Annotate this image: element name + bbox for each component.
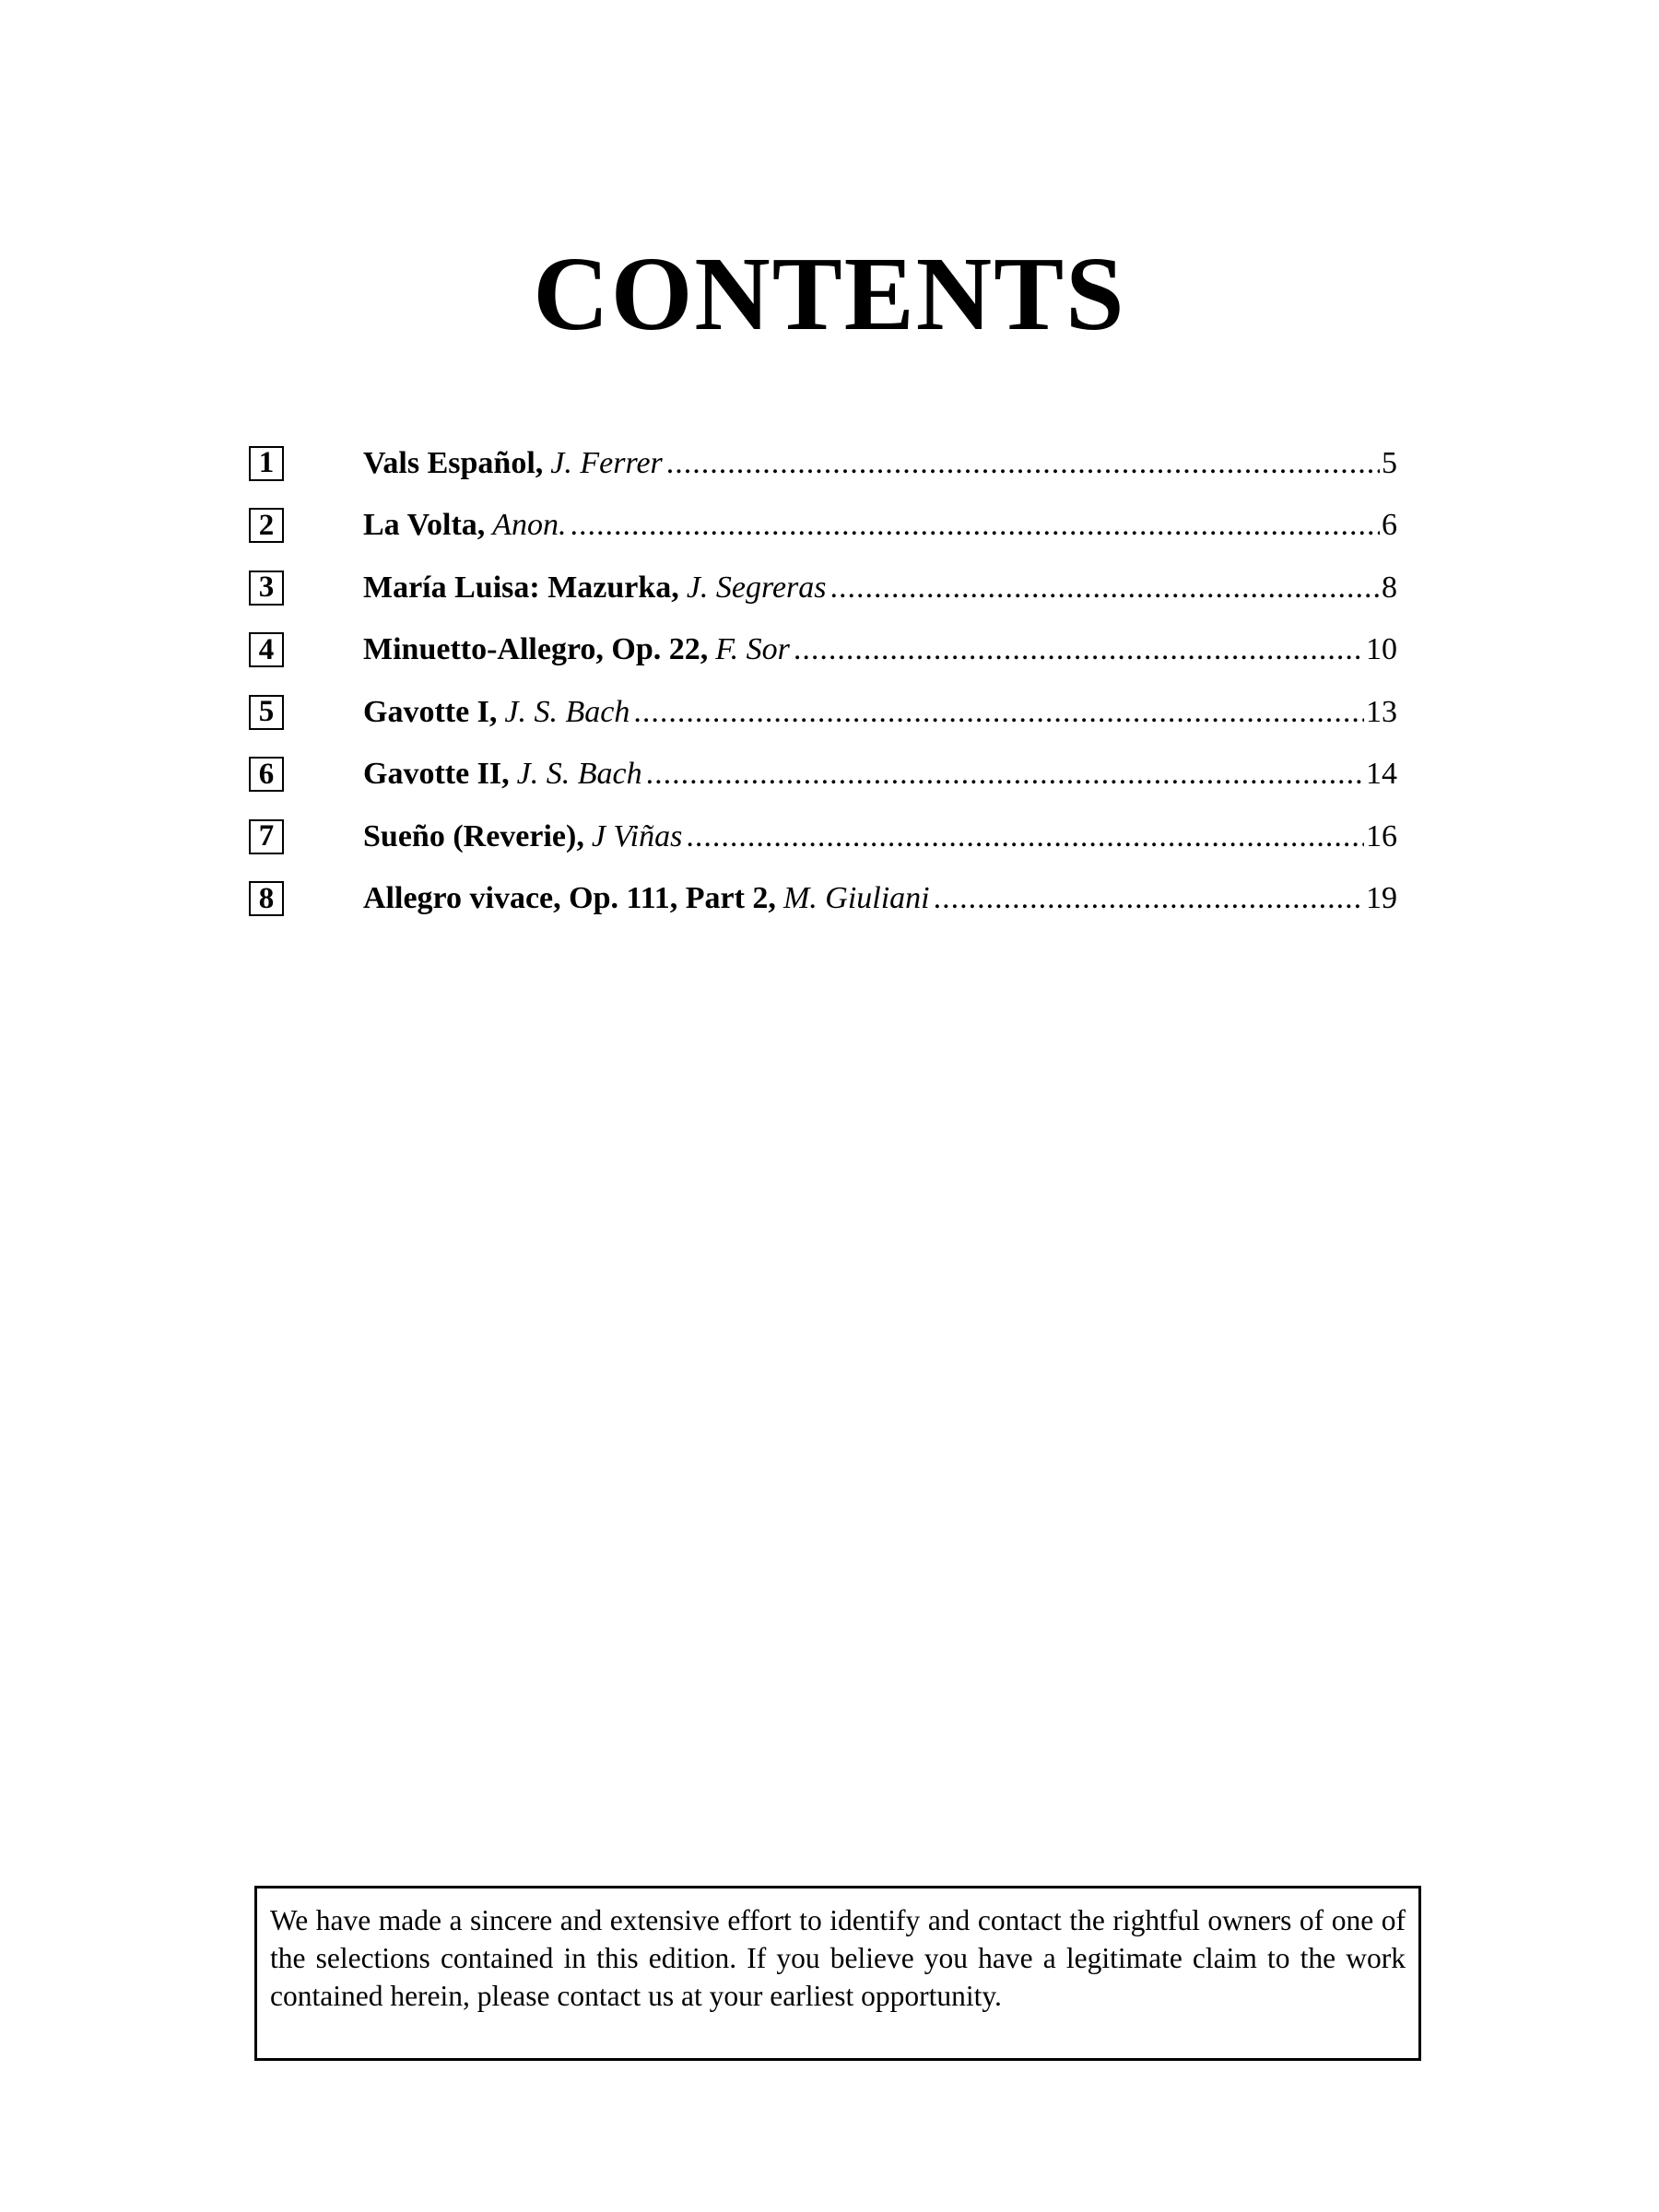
composer-name: J. Ferrer (550, 445, 663, 480)
toc-entry[interactable] (249, 495, 1397, 558)
page-number: 6 (1382, 508, 1397, 543)
track-number-badge: 2 (249, 508, 284, 543)
toc-entry[interactable] (249, 681, 1397, 744)
toc-entry-line (363, 695, 1397, 730)
composer-name: Anon. (492, 508, 567, 543)
composer-name: J. S. Bach (504, 694, 630, 729)
copyright-notice-box (254, 1886, 1421, 2061)
composer-name: F. Sor (715, 632, 790, 667)
page-number: 8 (1382, 570, 1397, 605)
copyright-notice-text: We have made a sincere and extensive effort to identify and contact the rightful owners of one of the selections contained in this edition. If you believe you have a legitimate claim to the work contained herein, please contact us at your earliest opportunity. (270, 1904, 1406, 2012)
track-number-badge: 3 (249, 571, 284, 606)
toc-entry-line (363, 508, 1397, 543)
dot-leader (686, 819, 1364, 854)
track-number-badge: 8 (249, 881, 284, 916)
page-number: 16 (1366, 818, 1397, 853)
piece-title: Minuetto-Allegro, Op. 22, (363, 632, 709, 667)
toc-entry-line (363, 881, 1397, 916)
composer-name: J. Segreras (686, 570, 827, 605)
track-number-badge: 7 (249, 819, 284, 854)
page-title: CONTENTS (533, 235, 1126, 352)
track-number-badge: 1 (249, 446, 284, 481)
track-number-badge: 4 (249, 632, 284, 667)
toc-entry-line (363, 757, 1397, 792)
toc-entry-line (363, 632, 1397, 667)
toc-entry[interactable] (249, 868, 1397, 931)
piece-title: La Volta, (363, 508, 486, 543)
page-number: 13 (1366, 694, 1397, 729)
dot-leader (666, 446, 1380, 481)
toc-entry-line (363, 446, 1397, 481)
dot-leader (794, 632, 1364, 667)
composer-name: J. S. Bach (516, 757, 642, 792)
track-number-badge: 6 (249, 757, 284, 792)
page-number: 5 (1382, 445, 1397, 480)
dot-leader (571, 508, 1380, 543)
piece-title: Allegro vivace, Op. 111, Part 2, (363, 881, 776, 916)
table-of-contents (249, 432, 1397, 930)
track-number-badge: 5 (249, 695, 284, 730)
composer-name: J Viñas (591, 818, 683, 853)
piece-title: Gavotte II, (363, 757, 510, 792)
page-number: 19 (1366, 881, 1397, 916)
composer-name: M. Giuliani (782, 881, 930, 916)
dot-leader (646, 757, 1364, 792)
dot-leader (830, 571, 1380, 606)
dot-leader (934, 881, 1364, 916)
piece-title: María Luisa: Mazurka, (363, 570, 679, 605)
toc-entry-line (363, 571, 1397, 606)
toc-entry[interactable] (249, 744, 1397, 806)
page-number: 14 (1366, 757, 1397, 792)
dot-leader (633, 695, 1364, 730)
piece-title: Gavotte I, (363, 694, 498, 729)
page-number: 10 (1366, 632, 1397, 667)
toc-entry[interactable] (249, 806, 1397, 868)
piece-title: Sueño (Reverie), (363, 818, 584, 853)
toc-entry[interactable] (249, 557, 1397, 619)
toc-entry-line (363, 819, 1397, 854)
toc-entry[interactable] (249, 619, 1397, 682)
toc-entry[interactable] (249, 432, 1397, 495)
piece-title: Vals Español, (363, 445, 544, 480)
